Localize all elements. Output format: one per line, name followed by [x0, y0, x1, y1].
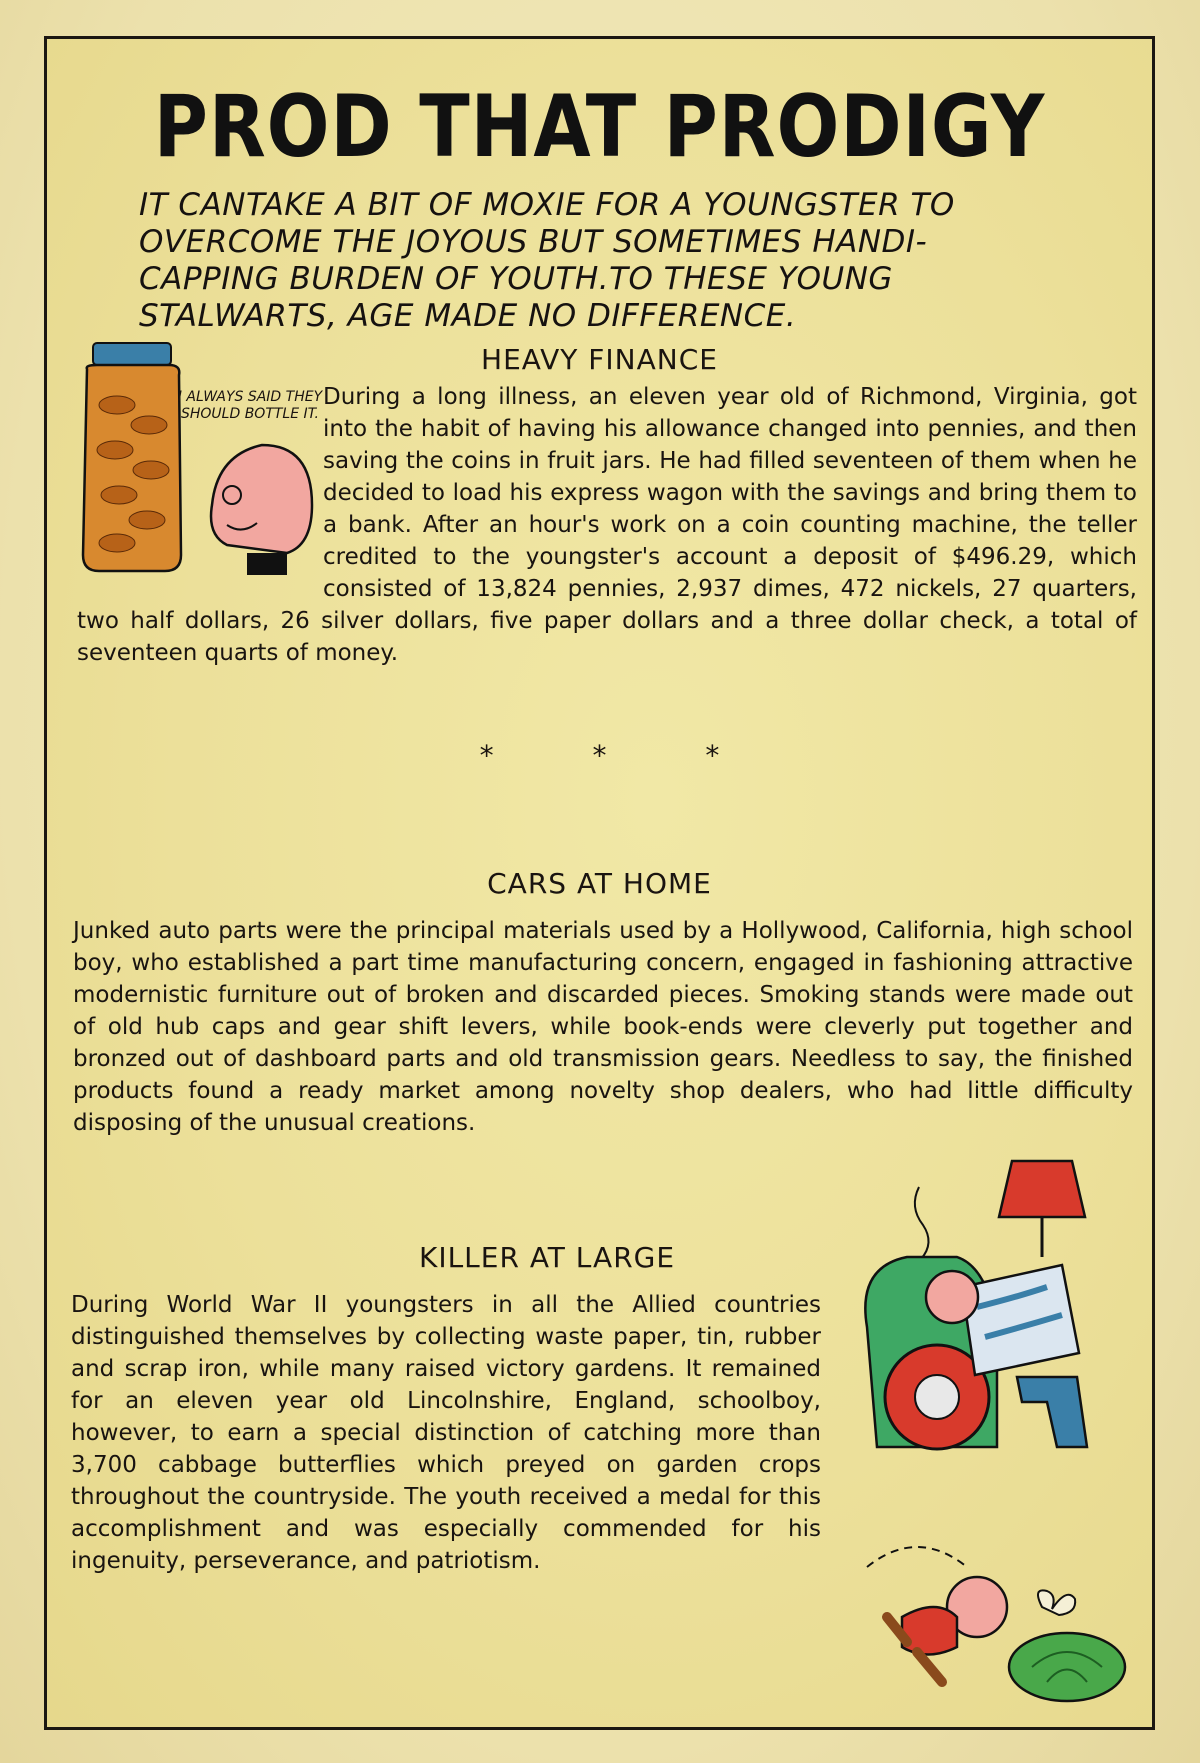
cars-at-home-text: Junked auto parts were the principal materials used by a Hollywood, California, high school boy, who established a part time manufacturing concern, engaged in fashioning attractive modernistic furniture out of broken and discarded pieces. Smoking stands were made out of old hub caps and gear shift levers, while book-ends were cleverly put together and bronzed out of dashboard parts and old transmission gears. Needless to say, the finished products found a ready market among novelty shop dealers, who had little difficulty disposing of the unusual creations. — [73, 918, 1133, 1136]
heavy-finance-body: During a long illness, an eleven year old of Richmond, Virginia, got into the habit of having his allowance changed into pennies, and then saving the coins in fruit jars. He had filled seventeen of them when he decided to load his express wagon with the savings and bring them to a bank. After an hour's work on a coin counting machine, the teller credited to the youngster's account a deposit of $496.29, which consisted of 13,824 pennies, 2,937 dimes, 472 nickels, 27 quarters, two half dollars, 26 silver dollars, five paper dollars and a three dollar check, a total of seventeen quarts of money. — [77, 384, 1137, 666]
intro-caption: IT CANTAKE A BIT OF MOXIE FOR A YOUNGSTER TO OVERCOME THE JOYOUS BUT SOMETIMES HANDI-CAPPING BURDEN OF YOUTH.TO THESE YOUNG STALWARTS, AGE MADE NO DIFFERENCE. — [139, 187, 955, 334]
heading-heavy-finance: HEAVY FINANCE — [481, 343, 718, 376]
heavy-finance-text — [77, 381, 1137, 669]
page-title: PROD THAT PRODIGY — [153, 77, 1046, 177]
heading-killer-at-large: KILLER AT LARGE — [418, 1241, 676, 1274]
speech-caption: I ALWAYS SAID THEY SHOULD BOTTLE IT. — [177, 389, 323, 422]
article-panel — [44, 36, 1155, 1730]
armchair-and-boy-illustration — [847, 1147, 1137, 1707]
separator: * * * — [479, 739, 720, 772]
killer-at-large-text: During World War II youngsters in all the Allied countries distinguished themselves by collecting waste paper, tin, rubber and scrap iron, while many raised victory gardens. It remained for an eleven year old Lincolnshire, England, schoolboy, however, to earn a special distinction of catching more than 3,700 cabbage butterflies which preyed on garden crops throughout the countryside. The youth received a medal for this accomplishment and was especially commended for his ingenuity, perseverance, and patriotism. — [71, 1292, 821, 1574]
heading-cars-at-home: CARS AT HOME — [487, 867, 712, 900]
